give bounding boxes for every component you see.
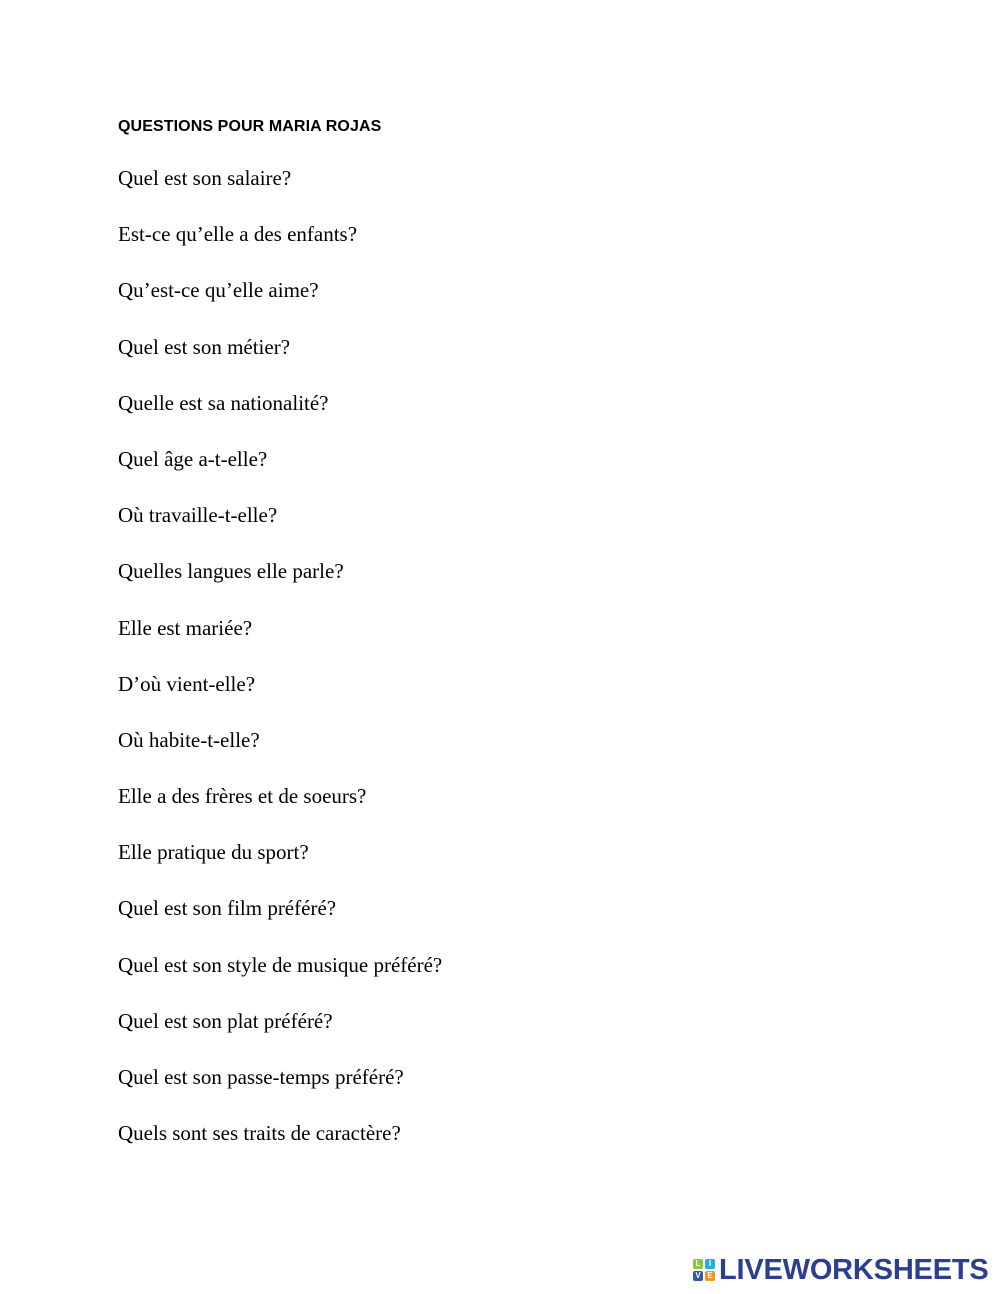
question-item: Où habite-t-elle?: [118, 727, 260, 752]
logo-mark-cell: E: [705, 1271, 715, 1281]
question-item: D’où vient-elle?: [118, 671, 256, 696]
question-item: Quel est son métier?: [118, 334, 291, 359]
logo-mark-cell: L: [693, 1259, 703, 1269]
question-item: Quel est son film préféré?: [118, 896, 337, 921]
question-item: Quel est son salaire?: [118, 166, 292, 190]
question-item: Elle pratique du sport?: [118, 840, 309, 865]
question-item: Est-ce qu’elle a des enfants?: [118, 222, 358, 247]
liveworksheets-logo: [693, 1254, 989, 1286]
question-item: Quels sont ses traits de caractère?: [118, 1121, 401, 1146]
page-title: QUESTIONS POUR MARIA ROJAS: [118, 118, 382, 135]
question-list: [118, 164, 442, 1175]
question-item: Quelle est sa nationalité?: [118, 390, 329, 415]
logo-text: LIVEWORKSHEETS: [719, 1254, 989, 1286]
question-item: Quelles langues elle parle?: [118, 559, 344, 584]
logo-mark-icon: [693, 1259, 715, 1281]
logo-mark-cell: V: [693, 1271, 703, 1281]
logo-mark-cell: I: [705, 1259, 715, 1269]
question-item: Où travaille-t-elle?: [118, 503, 278, 528]
question-item: Elle est mariée?: [118, 615, 253, 640]
question-item: Quel est son passe-temps préféré?: [118, 1065, 404, 1089]
question-item: Quel âge a-t-elle?: [118, 446, 268, 471]
question-item: Quel est son plat préféré?: [118, 1008, 333, 1033]
question-item: Elle a des frères et de soeurs?: [118, 784, 367, 809]
question-item: Quel est son style de musique préféré?: [118, 952, 443, 977]
question-item: Qu’est-ce qu’elle aime?: [118, 278, 319, 303]
